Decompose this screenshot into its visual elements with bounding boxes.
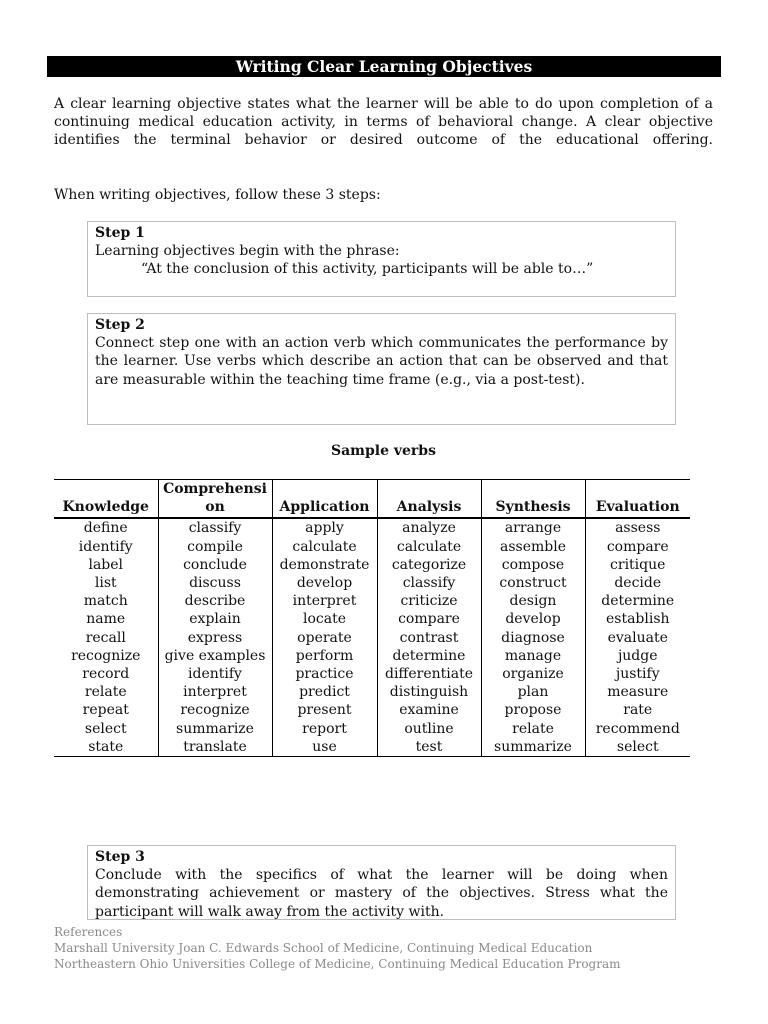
column-header: Evaluation (585, 480, 690, 519)
table-cell: contrast (377, 629, 481, 647)
table-cell: determine (601, 593, 675, 610)
table-cell: recommend (595, 720, 680, 737)
table-row (54, 592, 690, 610)
table-cell: practice (272, 665, 377, 683)
table-cell: relate (481, 720, 585, 738)
table-row (54, 629, 690, 647)
table-cell: critique (610, 556, 666, 573)
table-cell: name (54, 610, 158, 628)
table-cell: operate (272, 629, 377, 647)
step-1-quote: “At the conclusion of this activity, participants will be able to…” (141, 261, 594, 278)
table-cell: compare (377, 610, 481, 628)
references-heading: References (54, 925, 123, 939)
table-cell: establish (605, 611, 670, 628)
column-header: Comprehension (158, 480, 272, 519)
table-cell: construct (481, 574, 585, 592)
references (54, 924, 621, 972)
table-cell: recognize (158, 701, 272, 719)
table-cell: organize (481, 665, 585, 683)
table-cell: predict (272, 683, 377, 701)
table-cell: demonstrate (272, 556, 377, 574)
step-2-text: Connect step one with an action verb which communicates the performance by the learner. Use verbs which describe an action that can be observed and that are measurable within the teaching time frame (e.g., via a post-test). (95, 335, 668, 388)
table-cell: state (54, 738, 158, 757)
table-row (54, 701, 690, 719)
table-row (54, 683, 690, 701)
table-cell: judge (617, 647, 658, 664)
table-cell: criticize (377, 592, 481, 610)
reference-item: Marshall University Joan C. Edwards School of Medicine, Continuing Medical Education (54, 941, 593, 955)
table-cell: diagnose (481, 629, 585, 647)
step-2-box (87, 313, 676, 425)
table-cell: measure (607, 684, 669, 701)
step-3-text: Conclude with the specifics of what the learner will be doing when demonstrating achievement or mastery of the objectives. Stress what the participant will walk away from the activity with. (95, 867, 668, 920)
table-row (54, 574, 690, 592)
table-body (54, 518, 690, 756)
column-header: Synthesis (481, 480, 585, 519)
table-cell: design (481, 592, 585, 610)
column-header: Application (272, 480, 377, 519)
table-cell: conclude (158, 556, 272, 574)
table-cell: justify (615, 666, 660, 683)
table-cell: report (272, 720, 377, 738)
table-row (54, 518, 690, 537)
table-row (54, 556, 690, 574)
page-title: Writing Clear Learning Objectives (47, 56, 721, 77)
table-cell: match (54, 592, 158, 610)
table-cell: develop (481, 610, 585, 628)
table-cell: select (54, 720, 158, 738)
table-cell: describe (158, 592, 272, 610)
table-cell: summarize (158, 720, 272, 738)
table-cell: present (272, 701, 377, 719)
table-cell: decide (614, 575, 662, 592)
table-cell: outline (377, 720, 481, 738)
table-cell: arrange (481, 518, 585, 537)
table-cell: discuss (158, 574, 272, 592)
reference-item: Northeastern Ohio Universities College of Medicine, Continuing Medical Education Program (54, 957, 621, 971)
table-cell: recognize (54, 647, 158, 665)
table-row (54, 665, 690, 683)
table-cell: determine (377, 647, 481, 665)
sample-verbs-title: Sample verbs (331, 443, 436, 459)
table-cell: identify (158, 665, 272, 683)
table-row (54, 538, 690, 556)
table-row (54, 720, 690, 738)
table-cell: evaluate (607, 629, 668, 646)
column-header: Knowledge (54, 480, 158, 519)
table-cell: define (54, 518, 158, 537)
table-cell: interpret (272, 592, 377, 610)
table-cell: give examples (158, 647, 272, 665)
table-cell: plan (481, 683, 585, 701)
steps-lead-text: When writing objectives, follow these 3 steps: (54, 187, 381, 203)
table-cell: calculate (377, 538, 481, 556)
table-cell: compare (606, 538, 669, 555)
table-cell: compose (481, 556, 585, 574)
table-cell: differentiate (377, 665, 481, 683)
step-1-box (87, 221, 676, 297)
table-cell: compile (158, 538, 272, 556)
sample-verbs-table (54, 479, 690, 757)
table-cell: propose (481, 701, 585, 719)
table-cell: locate (272, 610, 377, 628)
step-3-box (87, 845, 676, 920)
table-cell: select (585, 738, 690, 757)
table-cell: rate (623, 702, 653, 719)
step-1-text: Learning objectives begin with the phrase: (95, 243, 400, 260)
table-cell: perform (272, 647, 377, 665)
table-header-row (54, 480, 690, 519)
step-3-heading: Step 3 (95, 849, 145, 865)
table-cell: summarize (481, 738, 585, 757)
table-cell: categorize (377, 556, 481, 574)
table-cell: explain (158, 610, 272, 628)
table-cell: express (158, 629, 272, 647)
intro-paragraph: A clear learning objective states what the learner will be able to do upon completion of a continuing medical education activity, in terms of behavioral change. A clear objective identifies the terminal behavior or desired outcome of the educational offering. (54, 96, 713, 149)
table-cell: assemble (481, 538, 585, 556)
step-1-heading: Step 1 (95, 225, 145, 241)
table-cell: identify (54, 538, 158, 556)
table-cell: manage (481, 647, 585, 665)
table-cell: use (272, 738, 377, 757)
table-cell: relate (54, 683, 158, 701)
table-cell: record (54, 665, 158, 683)
table-row (54, 738, 690, 757)
table-cell: interpret (158, 683, 272, 701)
table-cell: recall (54, 629, 158, 647)
table-cell: analyze (377, 518, 481, 537)
table-cell: apply (272, 518, 377, 537)
table-cell: repeat (54, 701, 158, 719)
step-2-heading: Step 2 (95, 317, 145, 333)
table-cell: distinguish (377, 683, 481, 701)
table-cell: classify (158, 518, 272, 537)
table-cell: examine (377, 701, 481, 719)
table-cell: list (54, 574, 158, 592)
table-cell: assess (615, 520, 661, 537)
table-cell: test (377, 738, 481, 757)
table-cell: classify (377, 574, 481, 592)
table-row (54, 610, 690, 628)
table-cell: translate (158, 738, 272, 757)
table-cell: calculate (272, 538, 377, 556)
table-cell: label (54, 556, 158, 574)
table-row (54, 647, 690, 665)
column-header: Analysis (377, 480, 481, 519)
table-cell: develop (272, 574, 377, 592)
